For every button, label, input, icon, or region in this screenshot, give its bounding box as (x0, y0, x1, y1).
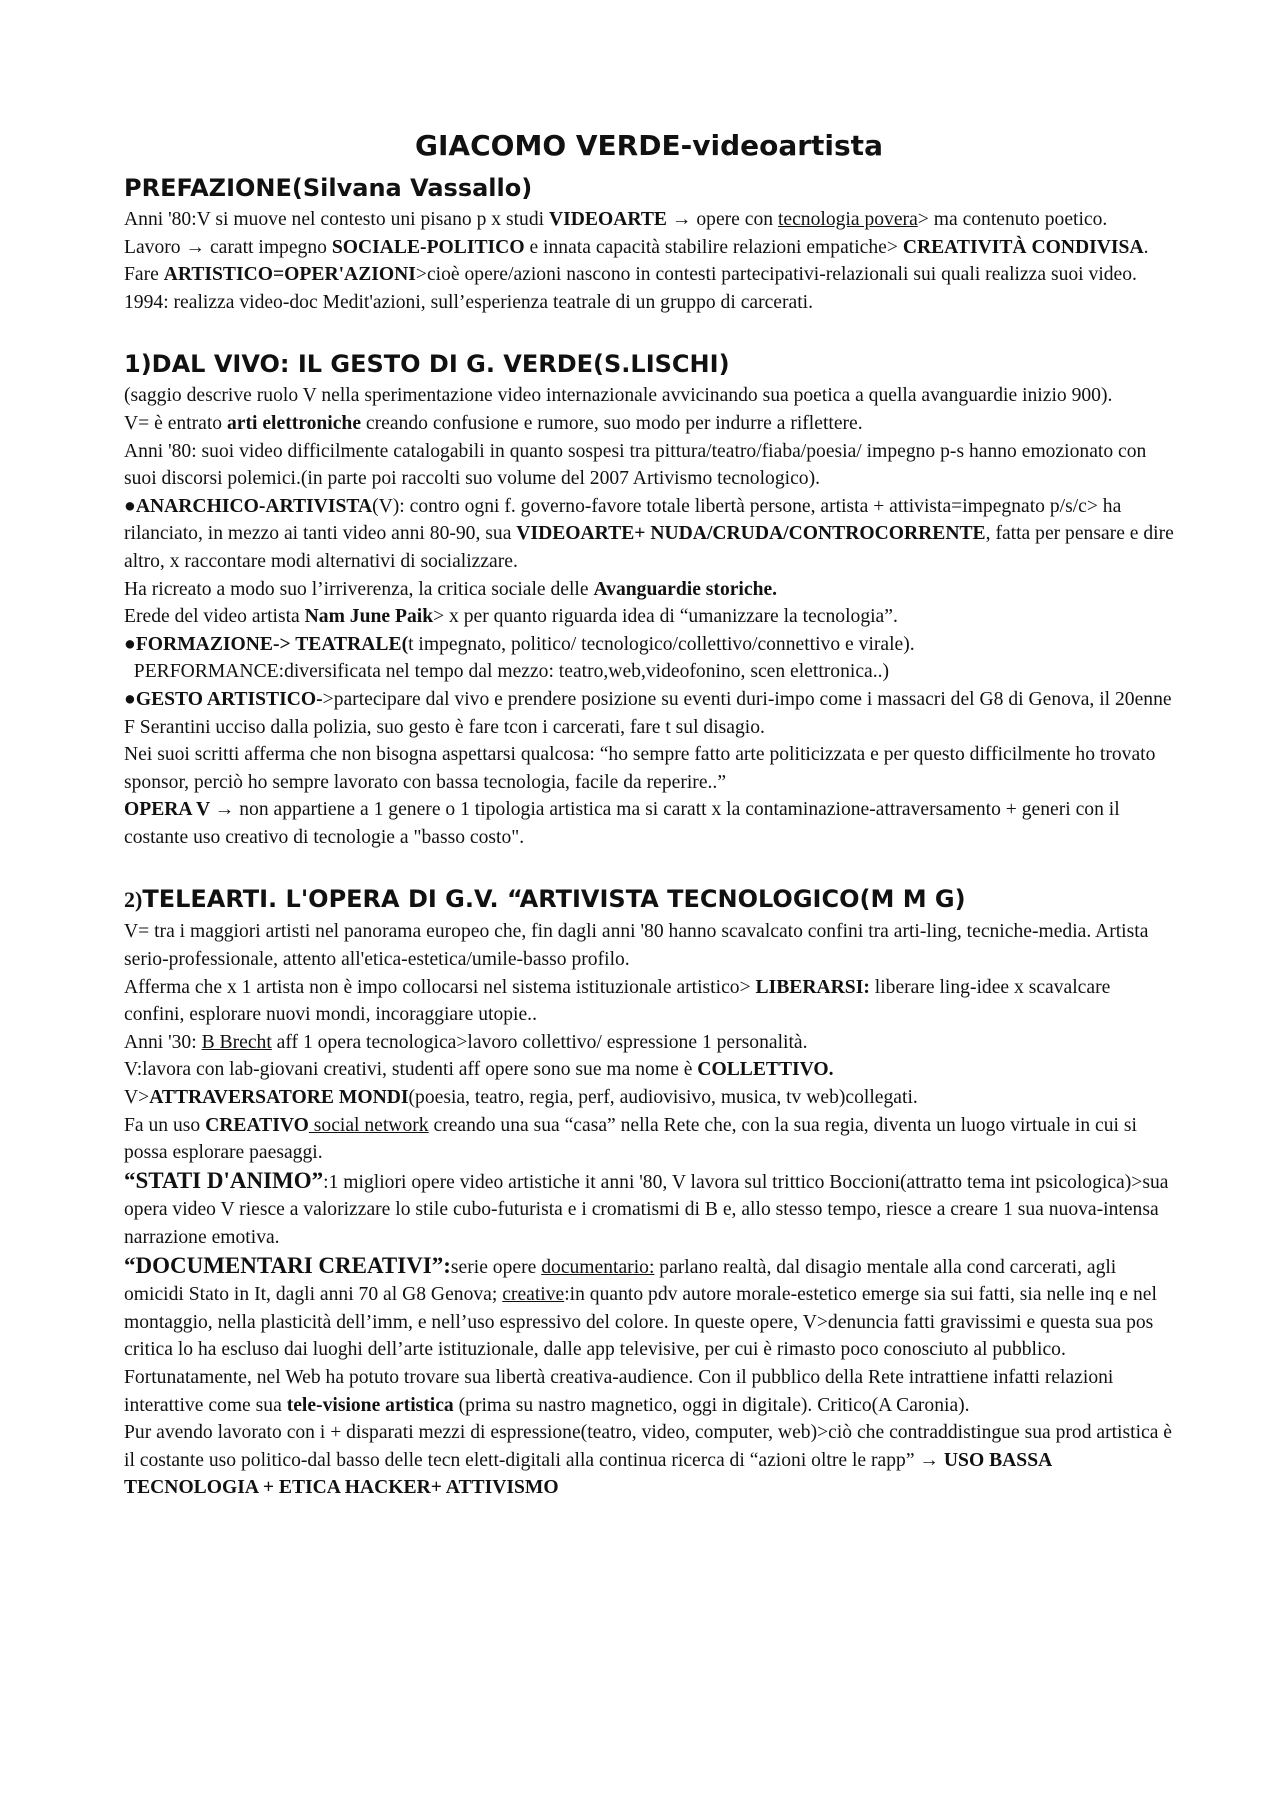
prefazione-heading: PREFAZIONE(Silvana Vassallo) (124, 174, 533, 202)
section-1-paragraph-8: PERFORMANCE:diversificata nel tempo dal mezzo: teatro,web,videofonino, scen elettronica..) (124, 661, 890, 683)
section-1-paragraph-11: OPERA V → non appartiene a 1 genere o 1 tipologia artistica ma si caratt x la contaminazione-attraversamento + generi con il costante uso creativo di tecnologie a "basso costo". (124, 799, 1120, 848)
section-1-paragraph-2: V= è entrato arti elettroniche creando confusione e rumore, suo modo per indurre a riflettere. (124, 412, 863, 434)
section-1-paragraph-4: ●ANARCHICO-ARTIVISTA(V): contro ogni f. governo-favore totale libertà persone, artista + attivista=impegnato p/s/c> ha rilanciato, in mezzo ai tanti video anni 80-90, sua VIDEOARTE+ NUDA/CRUDA/CONTROCORRENTE, fatta per pensare e dire altro, x raccontare modi alternativi di socializzare. (124, 495, 1174, 572)
section-2-heading: 2)TELEARTI. L'OPERA DI G.V. “ARTIVISTA TECNOLOGICO(M M G) (124, 885, 966, 914)
section-2-paragraph-9: Pur avendo lavorato con i + disparati mezzi di espressione(teatro, video, computer, web)>ciò che contraddistingue sua prod artistica è il costante uso politico-dal basso delle tecn elett-digitali alla continua ricerca di “azioni oltre le rapp” → USO BASSA TECNOLOGIA + ETICA HACKER+ ATTIVISMO (124, 1422, 1173, 1499)
prefazione-paragraph-1: Anni '80:V si muove nel contesto uni pisano p x studi VIDEOARTE → opere con tecnologia povera> ma contenuto poetico. (124, 209, 1108, 230)
section-1-paragraph-5: Ha ricreato a modo suo l’irriverenza, la critica sociale delle Avanguardie storiche. (124, 578, 778, 600)
section-1-paragraph-7: ●FORMAZIONE-> TEATRALE(t impegnato, politico/ tecnologico/collettivo/connettivo e virale). (124, 633, 915, 655)
section-2-paragraph-2: Afferma che x 1 artista non è impo collocarsi nel sistema istituzionale artistico> LIBERARSI: liberare ling-idee x scavalcare confini, esplorare nuovi mondi, incoraggiare utopie.. (124, 976, 1111, 1026)
document-page (124, 126, 1174, 1502)
section-2-paragraph-3: Anni '30: B Brecht aff 1 opera tecnologica>lavoro collettivo/ espressione 1 personalità. (124, 1031, 808, 1053)
section-1-paragraph-6: Erede del video artista Nam June Paik> x per quanto riguarda idea di “umanizzare la tecnologia”. (124, 606, 898, 628)
section-2-paragraph-4: V:lavora con lab-giovani creativi, studenti aff opere sono sue ma nome è COLLETTIVO. (124, 1059, 834, 1081)
section-2-paragraph-5: V>ATTRAVERSATORE MONDI(poesia, teatro, regia, perf, audiovisivo, musica, tv web)collegati. (124, 1087, 918, 1109)
section-2-paragraph-6: Fa un uso CREATIVO social network creando una sua “casa” nella Rete che, con la sua regia, diventa un luogo virtuale in cui si possa esplorare paesaggi. (124, 1114, 1137, 1164)
prefazione-paragraph-2: Lavoro → caratt impegno SOCIALE-POLITICO e innata capacità stabilire relazioni empatiche> CREATIVITÀ CONDIVISA. (124, 236, 1149, 258)
section-1-heading: 1)DAL VIVO: IL GESTO DI G. VERDE(S.LISCHI) (124, 350, 730, 379)
section-1-paragraph-9: ●GESTO ARTISTICO->partecipare dal vivo e prendere posizione su eventi duri-impo come i massacri del G8 di Genova, il 20enne F Serantini ucciso dalla polizia, suo gesto è fare tcon i carcerati, fare t sul disagio. (124, 688, 1172, 738)
section-2-paragraph-1: V= tra i maggiori artisti nel panorama europeo che, fin dagli anni '80 hanno scavalcato confini tra arti-ling, tecniche-media. Artista serio-professionale, attento all'etica-estetica/umile-basso profilo. (124, 921, 1149, 971)
section-1-paragraph-3: Anni '80: suoi video difficilmente catalogabili in quanto sospesi tra pittura/teatro/fiaba/poesia/ impegno p-s hanno emozionato con suoi discorsi polemici.(in parte poi raccolti suo volume del 2007 Artivismo tecnologico). (124, 440, 1147, 490)
section-2-paragraph-8: “DOCUMENTARI CREATIVI”:serie opere documentario: parlano realtà, dal disagio mentale alla cond carcerati, agli omicidi Stato in It, dagli anni 70 al G8 Genova; creative:in quanto pdv autore morale-estetico emerge sia sui fatti, sia nelle inq e nel montaggio, nella plasticità dell’imm, e nell’uso espressivo del colore. In queste opere, V>denuncia fatti gravissimi e questa sua pos critica lo ha escluso dai luoghi dell’arte istituzionale, dalle app televisive, per cui è rimasto poco conosciuto al pubblico. Fortunatamente, nel Web ha potuto trovare sua libertà creativa-audience. Con il pubblico della Rete intrattiene infatti relazioni interattive come sua tele-visione artistica (prima su nastro magnetico, oggi in digitale). Critico(A Caronia). (124, 1252, 1157, 1416)
section-1-paragraph-10: Nei suoi scritti afferma che non bisogna aspettarsi qualcosa: “ho sempre fatto arte politicizzata e per questo difficilmente ho trovato sponsor, perciò ho sempre lavorato con bassa tecnologia, facile da reperire..” (124, 744, 1156, 793)
prefazione-paragraph-3: Fare ARTISTICO=OPER'AZIONI>cioè opere/azioni nascono in contesti partecipativi-relazionali sui quali realizza suoi video. 1994: realizza video-doc Medit'azioni, sull’esperienza teatrale di un gruppo di carcerati. (124, 264, 1137, 313)
section-1-paragraph-1: (saggio descrive ruolo V nella sperimentazione video internazionale avvicinando sua poetica a quella avanguardie inizio 900). (124, 385, 1113, 407)
section-2-paragraph-7: “STATI D'ANIMO”:1 migliori opere video artistiche it anni '80, V lavora sul trittico Boccioni(attratto tema int psicologica)>sua opera video V riesce a valorizzare lo stile cubo-futurista e i cromatismi di B e, allo stesso tempo, riesce a creare 1 sua nuova-intensa narrazione emotiva. (124, 1167, 1169, 1248)
document-title: GIACOMO VERDE-videoartista (415, 129, 883, 162)
